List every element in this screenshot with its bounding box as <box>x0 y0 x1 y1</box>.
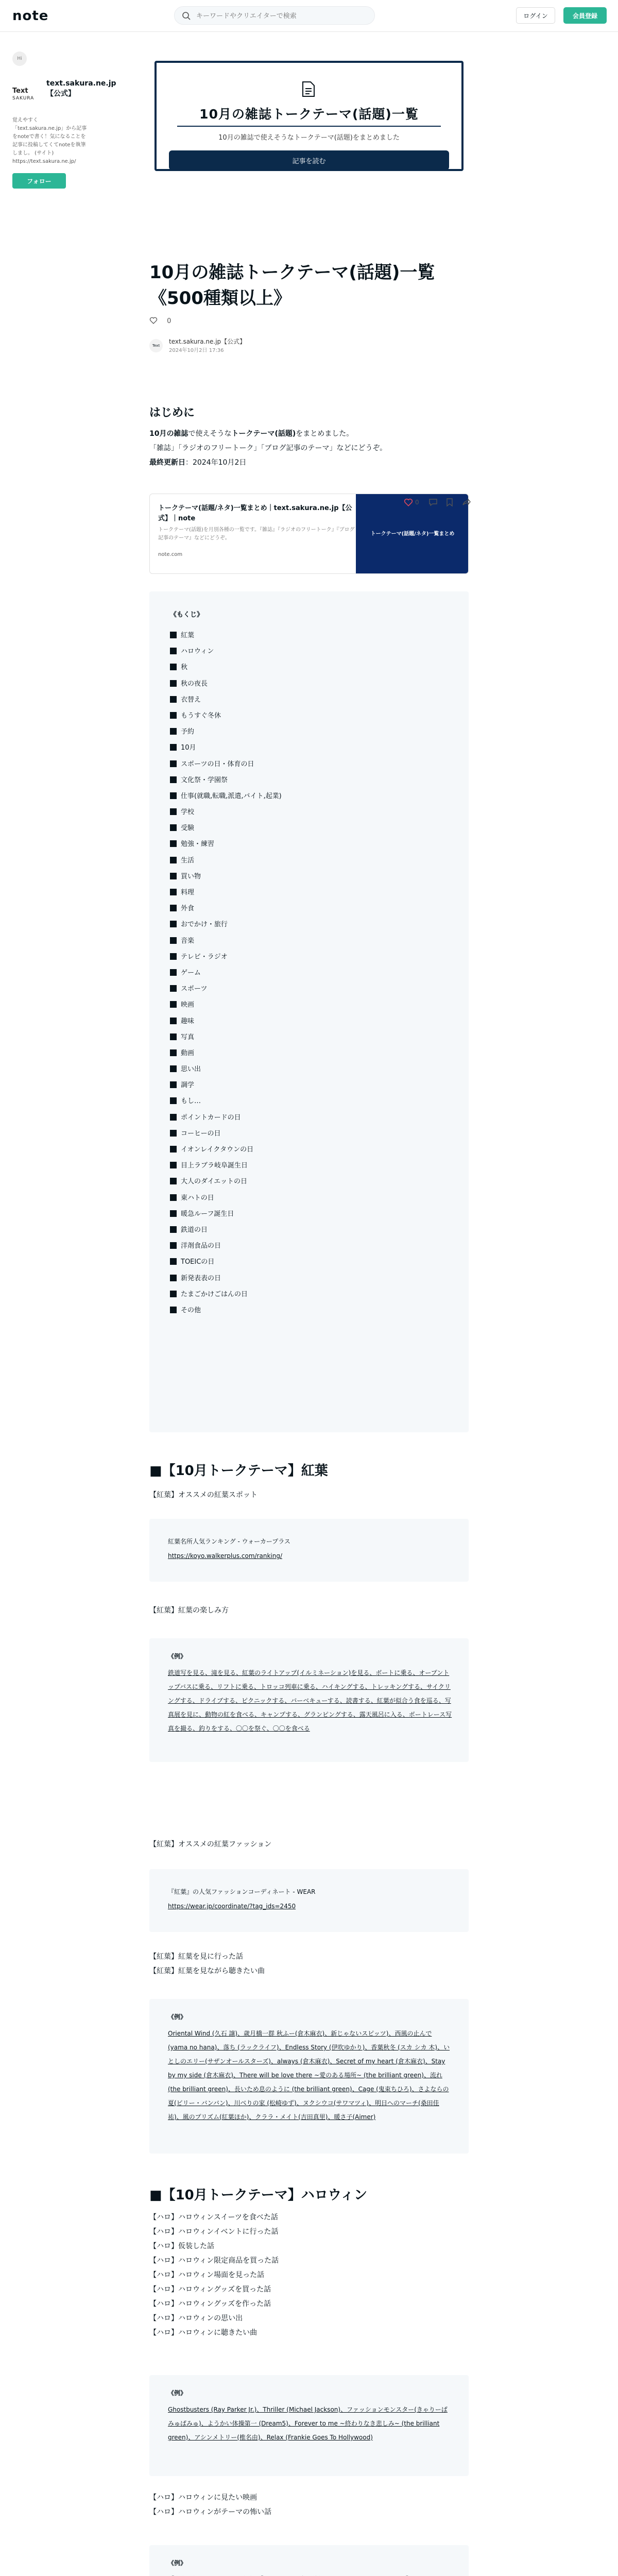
toc-item[interactable]: 受験 <box>170 820 282 836</box>
example-label: 《例》 <box>168 2013 187 2021</box>
creator-sidebar <box>12 52 116 189</box>
toc-item[interactable]: 衣替え <box>170 692 282 708</box>
toc-item[interactable]: 音楽 <box>170 933 282 949</box>
note-logo[interactable]: note <box>12 8 49 24</box>
koyo-label-enjoy: 【紅葉】紅葉の楽しみ方 <box>149 1606 229 1615</box>
koyo-songs-text <box>168 2027 453 2124</box>
halloween-label: 【ハロ】ハロウィンに聴きたい曲 <box>149 2329 258 2337</box>
toc-item[interactable]: その他 <box>170 1302 282 1318</box>
koyo-spots-box <box>149 1519 469 1582</box>
toc-item[interactable]: 秋 <box>170 659 282 675</box>
halloween-songs-box <box>149 2375 469 2476</box>
author-name[interactable]: text.sakura.ne.jp【公式】 <box>169 338 246 345</box>
toc-item[interactable]: 思い出 <box>170 1061 282 1077</box>
toc-item[interactable]: 調学 <box>170 1077 282 1093</box>
toc-item[interactable]: 仕事(就職,転職,派遣,バイト,起業) <box>170 788 282 804</box>
bookmark-icon[interactable] <box>445 498 454 507</box>
toc-item[interactable]: 暖急ルーフ誕生日 <box>170 1206 282 1222</box>
toc-item[interactable]: ハロウィン <box>170 643 282 659</box>
promo-banner <box>154 61 464 171</box>
toc-item[interactable]: スポーツの日・体育の日 <box>170 756 282 772</box>
toc-item[interactable]: 動画 <box>170 1045 282 1061</box>
halloween-label: 【ハロ】ハロウィンの思い出 <box>149 2314 243 2323</box>
toc-item[interactable]: コーヒーの日 <box>170 1126 282 1142</box>
toc-item[interactable]: ポイントカードの日 <box>170 1110 282 1126</box>
section-heading-koyo: ■【10月トークテーマ】紅葉 <box>149 1463 328 1479</box>
toc-item[interactable]: 予約 <box>170 724 282 740</box>
article-actions <box>404 498 486 509</box>
intro-bold-1: 10月の雑誌 <box>149 430 188 438</box>
koyo-songs-links[interactable]: Oriental Wind (久石 譲)、歳月橋一群 秋ふー(倉木麻衣)、新じゃないスピッツ)、西風の止んで (yama no hana)、落ち (ラックライフ)、Endless Story (伊吹ゆかり)、香葉秋冬 (スカ シカ 木)、いとしのエリー(サザンオールスターズ)、always (倉木麻衣)、Secret of my heart (倉木麻衣)、Stay by my side (倉木麻衣)、There will be love there ~愛のある場所~ (the brilliant green)、流れ (the brilliant green)、長いため息のように (the brilliant green)、Cage (鬼束ちひろ)、さよならの夏(ビリー・バンバン)、川べりの家 (松崎ゆず)、ヌクシウコ(サワマツィ)、明日へのマーチ(桑田佳祐)、風のプリズム(紅葉ほか)、クララ・メイト(吉田真里)、暖さ子(Aimer) <box>168 2030 450 2121</box>
example-label: 《例》 <box>168 2389 187 2397</box>
halloween-label: 【ハロ】仮装した話 <box>149 2242 214 2250</box>
toc-item[interactable]: 新発表表の日 <box>170 1270 282 1286</box>
koyo-spots-text: 紅葉名所人気ランキング - ウォーカープラス <box>168 1538 290 1545</box>
toc-item[interactable]: おでかけ・旅行 <box>170 917 282 933</box>
toc-item[interactable]: イオンレイクタウンの日 <box>170 1142 282 1158</box>
toc-item[interactable]: テレビ・ラジオ <box>170 949 282 965</box>
promo-title: 10月の雑誌トークテーマ(話題)一覧 <box>199 107 419 122</box>
article-title: 10月の雑誌トークテーマ(話題)一覧《500種類以上》 <box>149 262 435 309</box>
intro-line2: 「雑誌」「ラジオのフリートーク」「ブログ記事のテーマ」などにどうぞ。 <box>149 444 387 452</box>
halloween-label: 【ハロ】ハロウィンイベントに行った話 <box>149 2228 279 2236</box>
toc-item[interactable]: 10月 <box>170 740 282 756</box>
koyo-label-spots: 【紅葉】オススメの紅葉スポット <box>149 1491 258 1499</box>
creator-logo-name: Text <box>12 87 28 95</box>
toc-item[interactable]: もし… <box>170 1093 282 1109</box>
table-of-contents <box>149 591 469 1432</box>
creator-logo-sub: SAKURA <box>12 96 35 101</box>
koyo-spots-link[interactable]: https://koyo.walkerplus.com/ranking/ <box>168 1552 282 1560</box>
toc-item[interactable]: 外食 <box>170 901 282 917</box>
halloween-label: 【ハロ】ハロウィン場面を見った話 <box>149 2271 265 2279</box>
toc-item[interactable]: 写真 <box>170 1029 282 1045</box>
follow-button[interactable]: フォロー <box>12 173 66 189</box>
like-row <box>149 316 171 325</box>
heart-icon[interactable] <box>149 316 158 325</box>
read-article-button[interactable]: 記事を読む <box>169 150 449 170</box>
koyo-enjoy-box <box>149 1638 469 1762</box>
promo-divider <box>177 126 441 127</box>
section-heading-halloween: ■【10月トークテーマ】ハロウィン <box>149 2188 368 2203</box>
halloween-songs-links[interactable]: Ghostbusters (Ray Parker Jr.)、Thriller (Michael Jackson)、ファッションモンスター(きゃりーぱみゅぱみゅ)、ようかい体操第一 (Dream5)、Forever to me ~終わりなき悲しみ~ (the brilliant green)、アシンメトリー(椎名由)、Relax (Frankie Goes To Hollywood) <box>168 2406 448 2441</box>
toc-list <box>170 628 282 1318</box>
intro-heading: はじめに <box>149 406 195 419</box>
toc-item[interactable]: たまごかけごはんの日 <box>170 1286 282 1302</box>
share-icon[interactable] <box>461 498 471 507</box>
halloween-label: 【ハロ】ハロウィングッズを買った話 <box>149 2285 271 2294</box>
author-avatar[interactable]: Text <box>149 339 163 352</box>
intro-text-2: をまとめました。 <box>296 430 354 438</box>
halloween-label: 【ハロ】ハロウィングッズを作った話 <box>149 2300 271 2308</box>
toc-item[interactable]: 文化祭・学園祭 <box>170 772 282 788</box>
koyo-fashion-box <box>149 1869 469 1932</box>
search-input[interactable] <box>196 10 366 22</box>
toc-item[interactable]: 映画 <box>170 997 282 1013</box>
koyo-label-fashion: 【紅葉】オススメの紅葉ファッション <box>149 1840 272 1849</box>
toc-item[interactable]: 趣味 <box>170 1013 282 1029</box>
koyo-fashion-link[interactable]: https://wear.jp/coordinate/?tag_ids=2450 <box>168 1903 296 1910</box>
comment-icon[interactable] <box>428 498 438 507</box>
creator-bio: 覚えやすく「text.sakura.ne.jp」から記事をnoteで書く！気になることを記事に投稿してくてnoteを執筆しまし。 (サイト) https://text.sakura.ne.jp/ <box>12 117 87 164</box>
toc-item[interactable]: 買い物 <box>170 869 282 885</box>
updated-label: 最終更新日 <box>149 459 185 467</box>
promo-subtitle: 10月の雑誌で使えそうなトークテーマ(話題)をまとめました <box>218 134 400 142</box>
toc-item[interactable]: TOEICの日 <box>170 1254 282 1270</box>
koyo-fashion-text: 『紅葉』の人気ファッションコーディネート - WEAR <box>168 1888 316 1895</box>
toc-title: 《もくじ》 <box>170 611 204 619</box>
example-label: 《例》 <box>168 2560 187 2567</box>
like-count: 0 <box>167 317 171 325</box>
site-header <box>0 0 618 32</box>
login-button[interactable]: ログイン <box>516 7 555 24</box>
publish-date: 2024年10月2日 17:36 <box>169 348 224 353</box>
search-bar[interactable] <box>174 6 375 25</box>
toc-item[interactable]: 学校 <box>170 804 282 820</box>
creator-avatar[interactable]: Hi <box>12 52 27 66</box>
creator-name[interactable]: text.sakura.ne.jp【公式】 <box>46 79 116 98</box>
koyo-label-songs: 【紅葉】紅葉を見ながら聴きたい曲 <box>149 1967 265 1975</box>
halloween-horror-text <box>168 2573 453 2576</box>
updated-line <box>149 455 246 470</box>
toc-item[interactable]: 東ハトの日 <box>170 1190 282 1206</box>
halloween-label: 【ハロ】ハロウィン限定商品を買った話 <box>149 2257 279 2265</box>
intro-bold-2: トークテーマ(話題) <box>231 430 296 438</box>
link-card-thumbnail: トークテーマ(話題/ネタ)一覧まとめ <box>356 494 469 574</box>
action-like-count: 0 <box>415 499 419 506</box>
koyo-enjoy-text <box>168 1666 453 1736</box>
intro-text-1: で使えそうな <box>188 430 232 438</box>
toc-item[interactable]: 紅葉 <box>170 628 282 643</box>
toc-item[interactable]: 大人のダイエットの日 <box>170 1174 282 1190</box>
koyo-songs-box <box>149 1999 469 2154</box>
halloween-songs-text <box>168 2403 453 2445</box>
koyo-enjoy-links[interactable]: 鉄道写を見る、滝を見る、紅葉のライトアップ(イルミネーション)を見る、ボートに乗る、オープントップバスに乗る、リフトに乗る、トロッコ列車に乗る、ハイキングする、トレッキングする、サイクリングする、ドライブする、ピクニックする、バーベキューする、読書する、紅葉が似合う食を巡る、写真展を見に、動物の紅を食べる、キャンプする、グランピングする、露天風呂に入る、ボートレース写真を撮る、釣りをする、〇〇を祭ぐ、〇〇を食べる <box>168 1669 452 1732</box>
toc-item[interactable]: 洋剤食品の日 <box>170 1238 282 1254</box>
toc-item[interactable]: ゲーム <box>170 965 282 981</box>
toc-item[interactable]: 目上ラブラ岐阜誕生日 <box>170 1158 282 1174</box>
toc-item[interactable]: 秋の夜長 <box>170 676 282 692</box>
updated-value: ：2024年10月2日 <box>185 459 247 467</box>
like-heart-icon[interactable] <box>404 498 413 507</box>
toc-item[interactable]: 生活 <box>170 853 282 869</box>
link-card-desc: トークテーマ(話題)を月別各種の一覧です。『雑誌』『ラジオのフリートーク』『ブログ記事のテーマ』などにどうぞ。 <box>158 527 355 541</box>
toc-item[interactable]: 勉強・練習 <box>170 836 282 852</box>
document-icon <box>302 81 315 97</box>
toc-item[interactable]: スポーツ <box>170 981 282 997</box>
toc-item[interactable]: 鉄道の日 <box>170 1222 282 1238</box>
toc-item[interactable]: 料理 <box>170 885 282 901</box>
halloween-horror-box <box>149 2545 469 2576</box>
example-label: 《例》 <box>168 1653 187 1660</box>
link-card-url: note.com <box>158 552 183 557</box>
signup-button[interactable]: 会員登録 <box>563 7 607 24</box>
toc-item[interactable]: もうすぐ冬休 <box>170 708 282 724</box>
link-card-title: トークテーマ(話題/ネタ)一覧まとめ｜text.sakura.ne.jp【公式】｜note <box>158 504 352 522</box>
halloween-label: 【ハロ】ハロウィンがテーマの怖い話 <box>149 2508 272 2516</box>
koyo-label-went: 【紅葉】紅葉を見に行った話 <box>149 1953 243 1961</box>
intro-paragraph <box>149 427 353 441</box>
search-icon <box>182 11 191 21</box>
halloween-label: 【ハロ】ハロウィンスイーツを食べた話 <box>149 2213 278 2222</box>
halloween-label: 【ハロ】ハロウィンに見たい映画 <box>149 2494 258 2502</box>
